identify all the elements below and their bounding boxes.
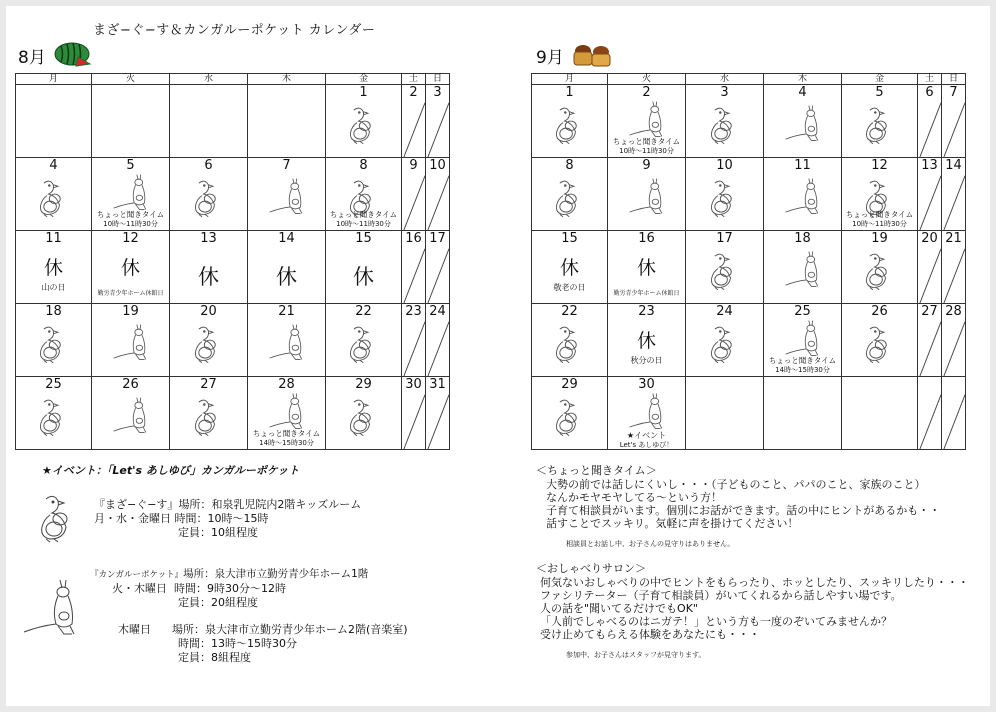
day-cell [170,377,248,450]
kangaroo-a-days: 火・木曜日 [112,582,167,595]
september-header [536,42,612,68]
closed-slash [918,377,941,449]
closed-mark: 休 [559,257,579,279]
week-row [16,85,450,158]
week-row [16,158,450,231]
event-time: 10時〜11時30分 [619,147,674,155]
day-number: 9 [642,158,651,173]
day-number: 1 [565,85,574,100]
body-line: ファシリテーター（子育て相談員）がいてくれるから話しやすい場です。 [540,589,902,602]
mothergoose-name: 『まざ−ぐ−す』 [94,498,179,511]
kangaroo-b-time: 13時〜15時30分 [211,637,297,650]
kangaroo-b-cap: 8組程度 [211,651,251,664]
day-number: 24 [716,304,733,319]
kangaroo-name: 『カンガルーポケット』 [90,570,184,580]
chotto-body [546,478,940,530]
day-number: 3 [433,85,442,100]
day-cell [942,377,966,450]
day-cell [426,231,450,304]
day-cell [326,231,402,304]
day-cell [918,304,942,377]
day-cell [402,231,426,304]
week-row [532,231,966,304]
day-cell [608,158,686,231]
kangaroo-icon [265,391,309,431]
weekday-4: 金 [842,74,918,85]
event-time: 14時〜15時30分 [259,439,314,447]
day-cell [326,304,402,377]
mothergoose-cap: 10組程度 [211,526,258,539]
day-number: 18 [794,231,811,246]
goose-icon [346,105,382,145]
closed-mark: 休 [636,330,656,352]
day-cell [16,377,92,450]
weekday-3: 木 [248,74,326,85]
day-cell [686,158,764,231]
day-number: 1 [359,85,368,100]
day-number: 2 [642,85,651,100]
week-row [16,377,450,450]
day-number: 17 [716,231,733,246]
salon-body [540,576,969,641]
day-number: 15 [355,231,372,246]
week-row [532,377,966,450]
kangaroo-icon [781,249,825,289]
day-cell [764,377,842,450]
weekday-5: 土 [402,74,426,85]
day-cell [326,377,402,450]
weekday-header [532,74,966,85]
day-number: 28 [278,377,295,392]
salon-title: ＜おしゃべりサロン＞ [536,562,646,575]
mothergoose-days: 月・水・金曜日 [94,512,171,525]
kangaroo-a-place: 泉大津市立勤労青少年ホーム1階 [214,568,369,580]
day-cell [426,377,450,450]
event-label: ★イベント Let's あしゆび！ [619,431,674,449]
day-cell [842,158,918,231]
day-number: 10 [716,158,733,173]
day-number: 8 [359,158,368,173]
week-row [16,231,450,304]
goose-icon [707,105,743,145]
day-number: 6 [204,158,213,173]
day-cell [92,85,170,158]
closed-slash [942,377,965,449]
day-cell [92,231,170,304]
week-row [532,85,966,158]
kangaroo-a-time: 9時30分〜12時 [207,582,286,595]
day-cell [764,231,842,304]
kangaroo-icon [625,391,669,431]
day-cell [170,158,248,231]
page-title: まざ−ぐ−す＆カンガルーポケット カレンダー [93,23,376,38]
day-number: 15 [561,231,578,246]
event-time: 10時〜11時30分 [336,220,391,228]
watermelon-icon [52,42,92,68]
kangaroo-icon [781,176,825,216]
day-number: 26 [871,304,888,319]
goose-icon [191,324,227,364]
day-number: 9 [409,158,418,173]
body-line: 何気ないおしゃべりの中でヒントをもらったり、ホッとしたり、スッキリしたり・・・ [540,576,969,589]
day-number: 11 [45,231,62,246]
kangaroo-icon [109,322,153,362]
day-cell [170,85,248,158]
day-cell [92,158,170,231]
day-number: 6 [925,85,934,100]
day-cell [16,158,92,231]
day-cell [608,377,686,450]
goose-icon [552,105,588,145]
day-number: 27 [200,377,217,392]
chestnut-basket-icon [570,42,612,68]
day-cell [608,304,686,377]
goose-icon [36,493,82,543]
weekday-1: 火 [608,74,686,85]
goose-icon [552,178,588,218]
kangaroo-icon [625,176,669,216]
day-cell [92,377,170,450]
day-number: 27 [921,304,938,319]
day-number: 14 [278,231,295,246]
kangaroo-icon [625,99,669,139]
day-cell [248,377,326,450]
salon-note: 参加中、お子さんはスタッフが見守ります。 [566,651,706,659]
day-number: 14 [945,158,962,173]
day-cell [426,158,450,231]
day-cell [170,231,248,304]
goose-icon [36,397,72,437]
kangaroo-b-cap-label: 定員： [178,651,211,664]
holiday-name: 勤労青少年ホーム休館日 [613,290,680,297]
chotto-title: ＜ちょっと聞きタイム＞ [536,464,657,477]
august-label: 8月 [18,47,46,68]
day-cell [532,377,608,450]
day-number: 28 [945,304,962,319]
day-cell [842,231,918,304]
kangaroo-icon [781,318,825,358]
goose-icon [862,324,898,364]
day-number: 16 [638,231,655,246]
day-cell [942,158,966,231]
day-number: 17 [429,231,446,246]
day-cell [686,377,764,450]
holiday-name: 敬老の日 [553,283,586,292]
day-cell [402,304,426,377]
day-number: 30 [405,377,422,392]
day-cell [532,85,608,158]
day-cell [16,85,92,158]
day-number: 13 [200,231,217,246]
goose-icon [191,397,227,437]
goose-icon [707,178,743,218]
day-number: 22 [355,304,372,319]
body-line: 人の話を"聞いてるだけでもOK" [540,602,698,615]
day-cell [426,304,450,377]
day-cell [532,158,608,231]
day-cell [326,158,402,231]
day-number: 12 [871,158,888,173]
week-row [532,304,966,377]
event-label: ちょっと聞きタイム 10時〜11時30分 [329,210,398,228]
day-cell [92,304,170,377]
day-number: 4 [49,158,58,173]
day-cell [248,231,326,304]
day-cell [764,158,842,231]
day-cell [248,85,326,158]
weekday-header [16,74,450,85]
day-number: 3 [720,85,729,100]
september-label: 9月 [536,47,564,68]
day-number: 31 [429,377,446,392]
day-number: 16 [405,231,422,246]
day-cell [532,231,608,304]
weekday-1: 火 [92,74,170,85]
kangaroo-icon [109,395,153,435]
day-cell [170,304,248,377]
weekday-6: 日 [426,74,450,85]
event-label: ちょっと聞きタイム 10時〜11時30分 [612,137,681,155]
goose-icon [552,324,588,364]
event-label: ちょっと聞きタイム 14時〜15時30分 [768,356,837,374]
mothergoose-time-label: 時間： [174,512,208,525]
event-time: 10時〜11時30分 [852,220,907,228]
day-number: 8 [565,158,574,173]
day-number: 23 [638,304,655,319]
day-cell [608,231,686,304]
day-number: 25 [794,304,811,319]
weekday-6: 日 [942,74,966,85]
day-number: 4 [798,85,807,100]
holiday-name: 山の日 [41,283,66,292]
day-cell [402,85,426,158]
kangaroo-a-cap-label: 定員： [178,596,211,609]
kangaroo-b-time-label: 時間： [178,637,211,650]
event-time: 10時〜11時30分 [103,220,158,228]
day-number: 21 [278,304,295,319]
day-number: 29 [561,377,578,392]
week-row [532,158,966,231]
day-number: 10 [429,158,446,173]
day-cell [842,304,918,377]
event-label: ちょっと聞きタイム 10時〜11時30分 [96,210,165,228]
weekday-4: 金 [326,74,402,85]
goose-icon [552,397,588,437]
day-cell [248,304,326,377]
goose-icon [707,251,743,291]
day-cell [402,377,426,450]
day-number: 22 [561,304,578,319]
day-number: 21 [945,231,962,246]
body-line: 子育て相談員がいます。個別にお話ができます。話の中にヒントがあるかも・・ [546,504,941,517]
day-number: 20 [921,231,938,246]
august-calendar [15,73,450,450]
day-number: 23 [405,304,422,319]
body-line: 話すことでスッキリ。気軽に声を掛けてください！ [546,517,799,530]
day-number: 5 [875,85,884,100]
september-calendar [531,73,966,450]
day-cell [918,231,942,304]
day-cell [764,85,842,158]
day-cell [402,158,426,231]
day-cell [918,377,942,450]
weekday-2: 水 [686,74,764,85]
mothergoose-place-label: 場所： [178,498,212,511]
holiday-name: 勤労青少年ホーム休館日 [97,290,164,297]
goose-icon [862,251,898,291]
closed-mark: 休 [636,257,656,279]
day-number: 24 [429,304,446,319]
goose-icon [346,397,382,437]
mothergoose-place: 和泉乳児院内2階キッズルーム [211,498,362,511]
day-number: 19 [871,231,888,246]
day-number: 11 [794,158,811,173]
goose-icon [346,324,382,364]
closed-mark: 休 [276,265,297,289]
day-cell [918,85,942,158]
day-number: 26 [122,377,139,392]
day-number: 7 [949,85,958,100]
day-number: 7 [282,158,291,173]
kangaroo-b-days: 木曜日 [118,623,151,636]
goose-icon [707,324,743,364]
mothergoose-cap-label: 定員： [178,526,211,539]
day-number: 25 [45,377,62,392]
body-line: 「人前でしゃべるのはニガテ！」という方も一度のぞいてみませんか？ [540,615,892,628]
kangaroo-a-place-label: 場所： [183,568,215,580]
kangaroo-b-place-label: 場所： [171,623,205,636]
day-number: 18 [45,304,62,319]
day-cell [326,85,402,158]
event-label: ちょっと聞きタイム 10時〜11時30分 [845,210,914,228]
day-cell [16,231,92,304]
weekday-0: 月 [532,74,608,85]
kangaroo-icon [20,576,82,638]
closed-mark: 休 [120,257,140,279]
august-header [18,42,92,68]
day-number: 12 [122,231,139,246]
kangaroo-icon [265,322,309,362]
weekday-0: 月 [16,74,92,85]
body-line: 大勢の前では話しにくいし・・・（子どものこと、パパのこと、家族のこと） [546,478,926,491]
day-cell [764,304,842,377]
day-number: 20 [200,304,217,319]
goose-icon [191,178,227,218]
event-time: 14時〜15時30分 [775,366,830,374]
day-cell [918,158,942,231]
day-cell [686,304,764,377]
kangaroo-b-place: 泉大津市立勤労青少年ホーム2階(音楽室) [204,623,408,636]
holiday-name: 秋分の日 [630,356,663,365]
day-number: 2 [409,85,418,100]
calendar-sheet [6,6,990,706]
goose-icon [36,324,72,364]
mothergoose-time: 10時〜15時 [207,512,269,525]
kangaroo-icon [265,176,309,216]
day-cell [532,304,608,377]
day-number: 19 [122,304,139,319]
closed-mark: 休 [198,265,219,289]
day-cell [426,85,450,158]
goose-icon [36,178,72,218]
closed-mark: 休 [353,265,374,289]
weekday-2: 水 [170,74,248,85]
week-row [16,304,450,377]
closed-mark: 休 [43,257,63,279]
day-cell [842,377,918,450]
day-cell [942,231,966,304]
weekday-5: 土 [918,74,942,85]
day-cell [16,304,92,377]
day-number: 30 [638,377,655,392]
day-cell [686,231,764,304]
day-cell [608,85,686,158]
body-line: 受け止めてもらえる体験をあなたにも・・・ [540,628,760,641]
goose-icon [862,105,898,145]
day-cell [942,304,966,377]
kangaroo-icon [109,172,153,212]
weekday-3: 木 [764,74,842,85]
event-label: ちょっと聞きタイム 14時〜15時30分 [252,429,321,447]
body-line: なんかモヤモヤしてる〜という方！ [546,491,722,504]
day-number: 13 [921,158,938,173]
kangaroo-a-cap: 20組程度 [211,596,258,609]
kangaroo-a-time-label: 時間： [174,582,207,595]
day-cell [942,85,966,158]
goose-mascot [36,493,82,547]
day-cell [842,85,918,158]
event-header: ★イベント：「Let's あしゆび」カンガルーポケット [42,464,300,477]
kangaroo-mascot [20,576,82,642]
day-cell [686,85,764,158]
day-number: 29 [355,377,372,392]
chotto-note: 相談員とお話し中、お子さんの見守りはありません。 [566,540,735,548]
day-number: 5 [126,158,135,173]
day-cell [248,158,326,231]
kangaroo-icon [781,103,825,143]
